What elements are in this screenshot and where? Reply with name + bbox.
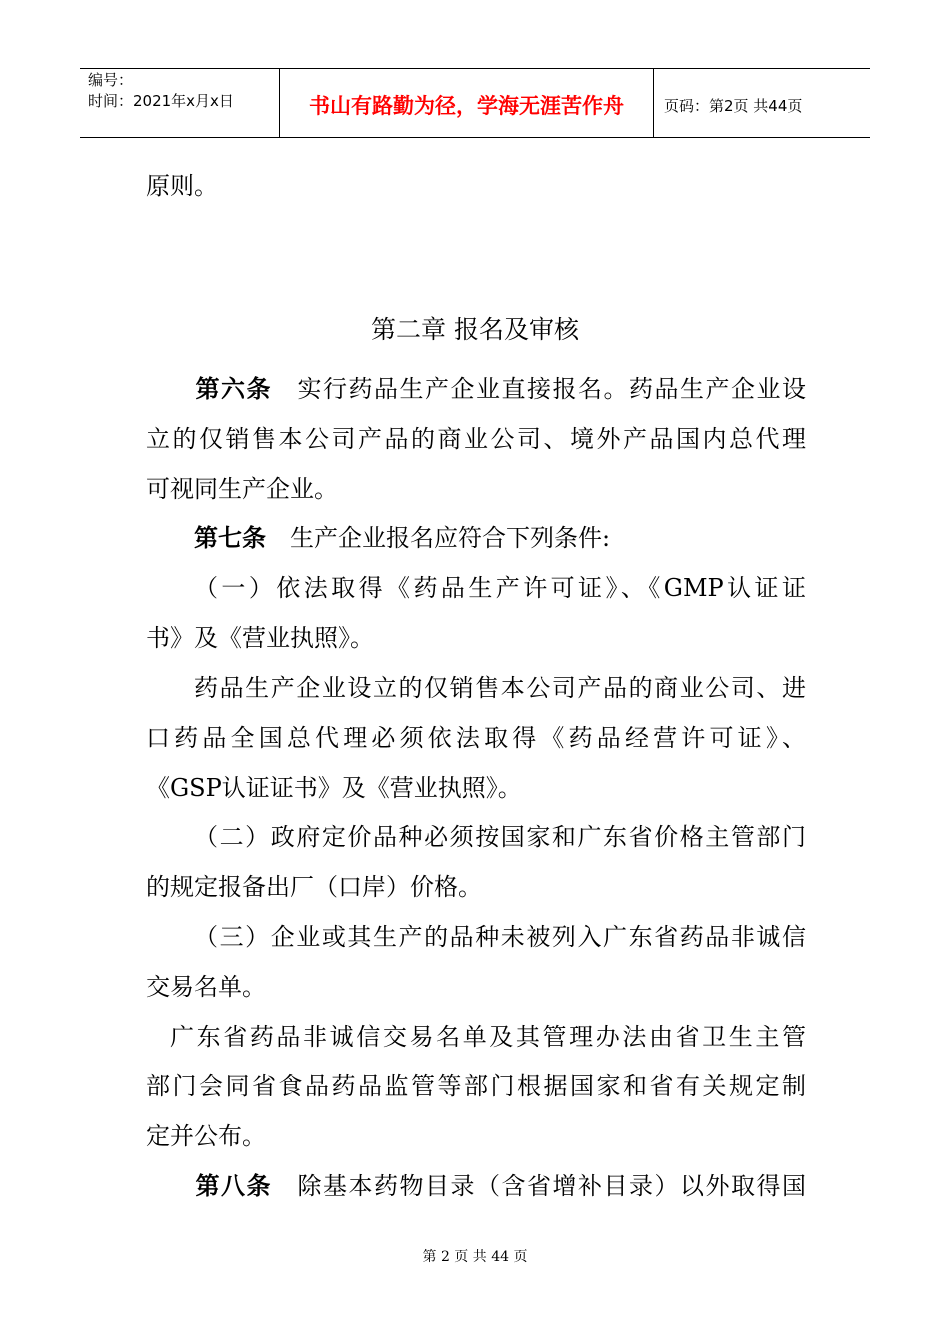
article-6-line-1: 第六条 实行药品生产企业直接报名。药品生产企业设 xyxy=(194,374,806,403)
header-motto: 书山有路勤为径，学海无涯苦作舟 xyxy=(280,69,654,137)
header-meta xyxy=(80,69,280,137)
header-page-info: 页码：第2页 共44页 xyxy=(664,96,803,115)
article-7-heading: 第七条 xyxy=(194,523,266,552)
article-7-line-1: 第七条 生产企业报名应符合下列条件: xyxy=(194,523,611,552)
clause-1-line-1: （一）依法取得《药品生产许可证》、《GMP认证证 xyxy=(194,574,806,602)
para-1-line-1: 药品生产企业设立的仅销售本公司产品的商业公司、进 xyxy=(194,674,806,702)
clause-2-line-1: （二）政府定价品种必须按国家和广东省价格主管部门 xyxy=(194,823,806,851)
text-line: 原则。 xyxy=(146,172,218,200)
page-footer: 第 2 页 共 44 页 xyxy=(422,1249,528,1265)
para-1-line-3: 《GSP认证证书》及《营业执照》。 xyxy=(146,774,522,802)
para-2-line-1: 广东省药品非诚信交易名单及其管理办法由省卫生主管 xyxy=(170,1023,806,1051)
header-number-label: 编号： xyxy=(88,71,134,89)
para-2-line-3: 定并公布。 xyxy=(146,1122,266,1150)
para-2-line-2: 部门会同省食品药品监管等部门根据国家和省有关规定制 xyxy=(146,1072,806,1100)
chapter-title: 第二章 报名及审核 xyxy=(371,315,579,344)
clause-3-line-2: 交易名单。 xyxy=(146,973,266,1001)
article-6-heading: 第六条 xyxy=(194,374,272,403)
para-1-line-2: 口药品全国总代理必须依法取得《药品经营许可证》、 xyxy=(146,724,806,752)
article-6-line-3: 可视同生产企业。 xyxy=(146,475,338,503)
clause-1-line-2: 书》及《营业执照》。 xyxy=(146,624,374,652)
clause-2-line-2: 的规定报备出厂（口岸）价格。 xyxy=(146,873,482,901)
clause-3-line-1: （三）企业或其生产的品种未被列入广东省药品非诚信 xyxy=(194,923,806,951)
page-header xyxy=(80,68,870,138)
article-6-line-2: 立的仅销售本公司产品的商业公司、境外产品国内总代理 xyxy=(146,425,806,453)
article-8-heading: 第八条 xyxy=(194,1171,272,1200)
article-8-line-1: 第八条 除基本药物目录（含省增补目录）以外取得国 xyxy=(194,1171,806,1200)
header-time-label: 时间：2021年x月x日 xyxy=(88,92,234,110)
